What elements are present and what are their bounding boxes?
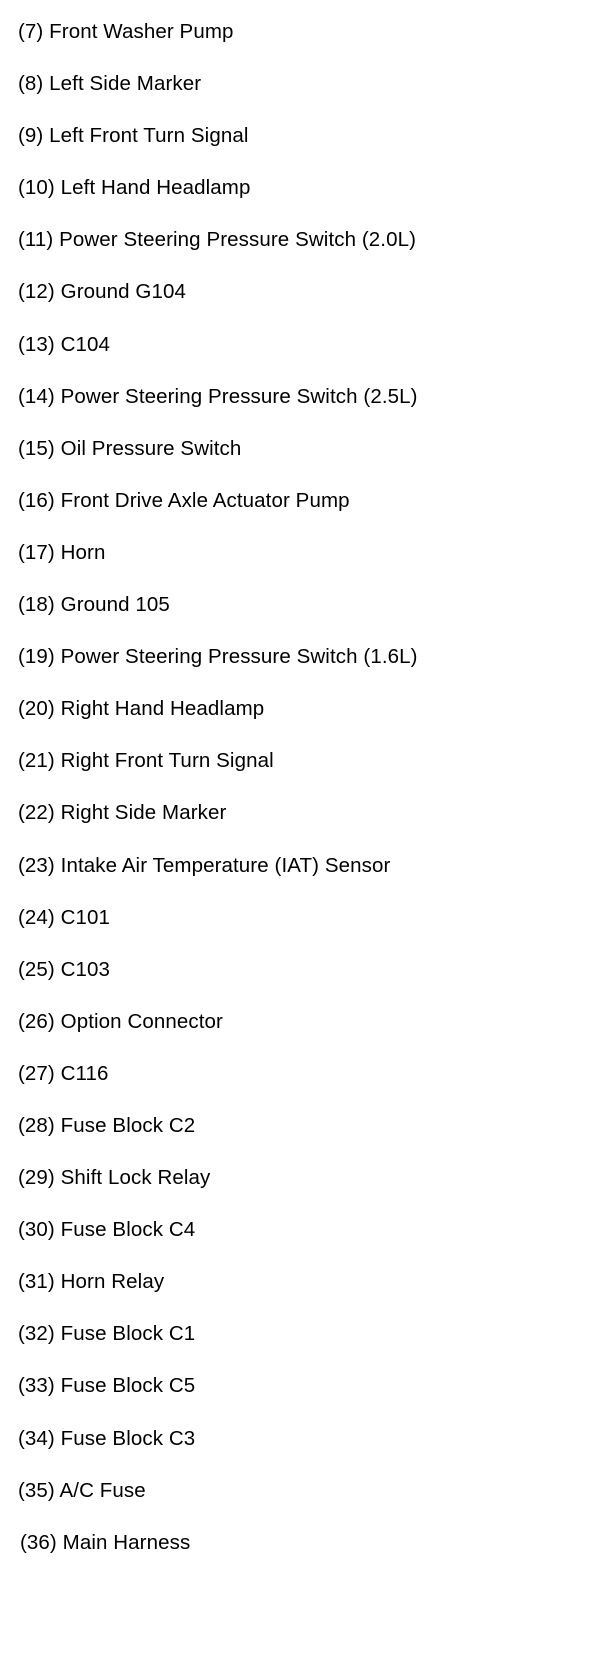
list-item: (25) C103 [18,957,111,981]
list-item: (19) Power Steering Pressure Switch (1.6L) [18,645,418,669]
list-item: (8) Left Side Marker [18,72,202,96]
list-item: (17) Horn [18,540,106,564]
list-item: (35) A/C Fuse [18,1478,146,1502]
list-item: (30) Fuse Block C4 [18,1218,196,1242]
list-item: (28) Fuse Block C2 [18,1113,196,1137]
list-item: (31) Horn Relay [18,1270,165,1294]
list-item: (20) Right Hand Headlamp [18,697,265,721]
list-item: (16) Front Drive Axle Actuator Pump [18,488,350,512]
list-item: (33) Fuse Block C5 [18,1374,196,1398]
list-item: (23) Intake Air Temperature (IAT) Sensor [18,853,391,877]
list-item: (13) C104 [18,332,111,356]
list-item: (18) Ground 105 [18,593,170,617]
list-item: (24) C101 [18,905,111,929]
list-item: (29) Shift Lock Relay [18,1166,211,1190]
list-item: (34) Fuse Block C3 [18,1426,196,1450]
list-item: (22) Right Side Marker [18,801,227,825]
list-item: (26) Option Connector [18,1009,223,1033]
list-item: (32) Fuse Block C1 [18,1322,196,1346]
list-item: (36) Main Harness [20,1530,191,1554]
list-item: (9) Left Front Turn Signal [18,124,249,148]
list-item: (14) Power Steering Pressure Switch (2.5L) [18,384,418,408]
list-item: (15) Oil Pressure Switch [18,436,242,460]
list-item: (10) Left Hand Headlamp [18,176,251,200]
list-item: (21) Right Front Turn Signal [18,749,274,773]
list-item: (27) C116 [18,1061,109,1085]
list-item: (12) Ground G104 [18,280,186,304]
list-item: (11) Power Steering Pressure Switch (2.0L) [18,228,417,252]
list-item: (7) Front Washer Pump [18,20,234,43]
